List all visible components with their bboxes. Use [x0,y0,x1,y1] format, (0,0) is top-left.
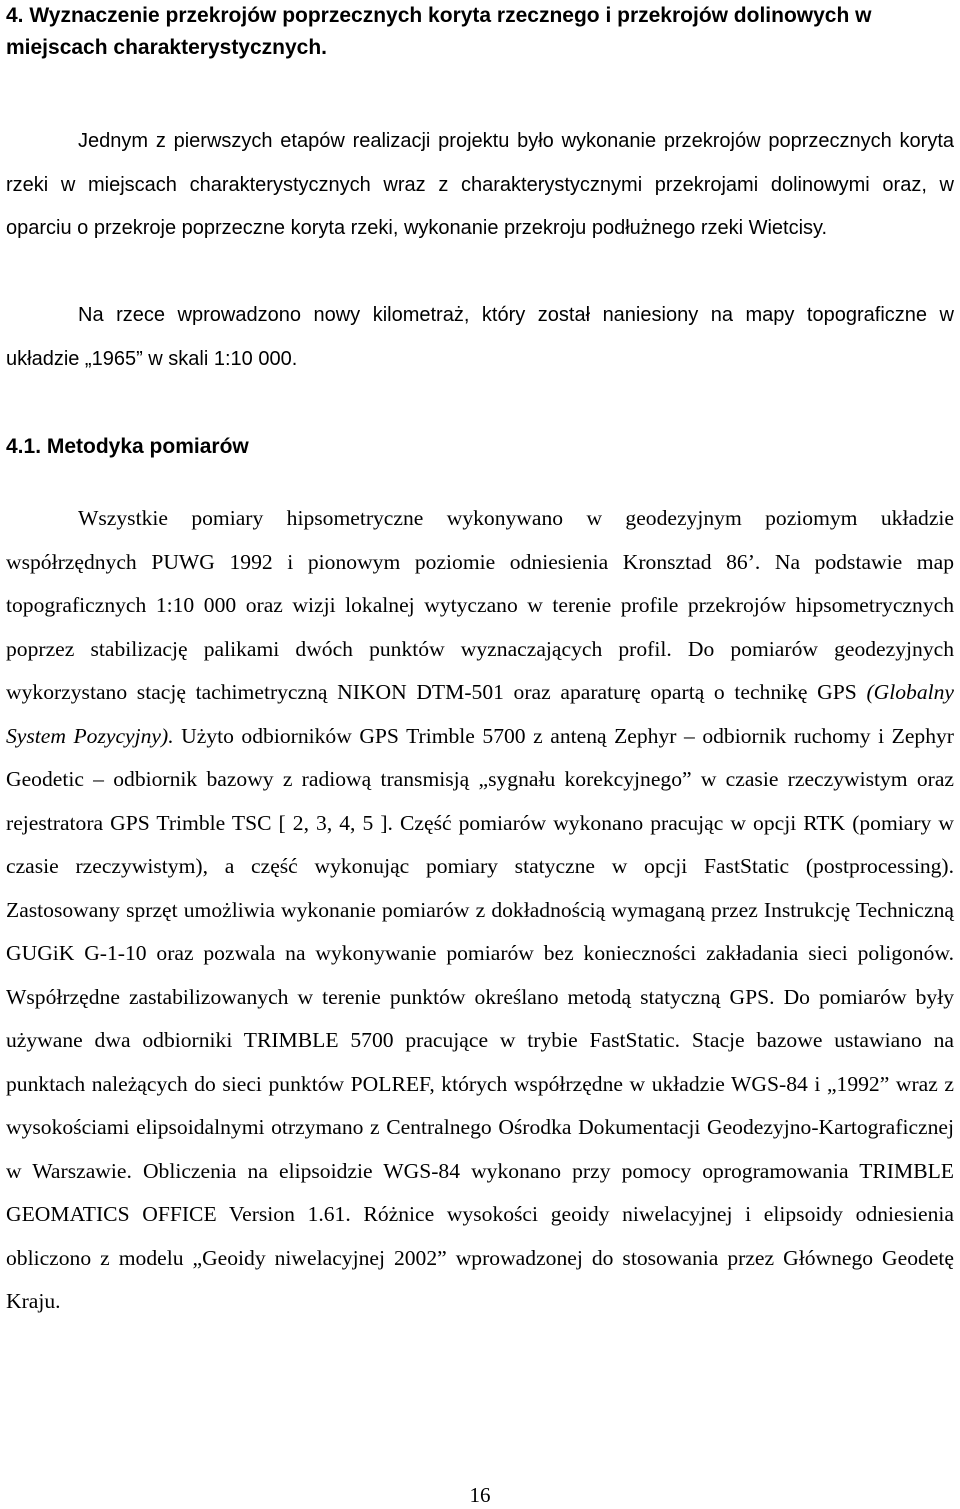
subsection-heading: 4.1. Metodyka pomiarów [6,435,249,458]
section-heading: 4. Wyznaczenie przekrojów poprzecznych koryta rzecznego i przekrojów dolinowych w miejscach charakterystycznych. [6,4,872,59]
methodology-text-part1: Wszystkie pomiary hipsometryczne wykonywano w geodezyjnym poziomym układzie współrzędnych PUWG 1992 i pionowym poziomie odniesienia Kronsztad 86’. Na podstawie map topograficznych 1:10 000 oraz wizji lokalnej wytyczano w terenie profile przekrojów hipsometrycznych poprzez stabilizację palikami dwóch punktów wyznaczających profil. Do pomiarów geodezyjnych wykorzystano stację tachimetryczną NIKON DTM-501 oraz aparaturę opartą o technikę GPS [6,506,954,704]
methodology-text-part2: Użyto odbiorników GPS Trimble 5700 z anteną Zephyr – odbiornik ruchomy i Zephyr Geodetic – odbiornik bazowy z radiową transmisją „sygnału korekcyjnego” w czasie rzeczywistym oraz rejestratora GPS Trimble TSC [ 2, 3, 4, 5 ]. Część pomiarów wykonano pracując w opcji RTK (pomiary w czasie rzeczywistym), a część wykonując pomiary statyczne w opcji FastStatic (postprocessing). Zastosowany sprzęt umożliwia wykonanie pomiarów z dokładnością wymaganą przez Instrukcję Techniczną GUGiK G-1-10 oraz pozwala na wykonywanie pomiarów bez konieczności zakładania sieci poligonów. Współrzędne zastabilizowanych w terenie punktów określano metodą statyczną GPS. Do pomiarów były używane dwa odbiorniki TRIMBLE 5700 pracujące w trybie FastStatic. Stacje bazowe ustawiano na punktach należących do sieci punktów POLREF, których współrzędne w układzie WGS-84 i „1992” wraz z wysokościami elipsoidalnymi otrzymano z Centralnego Ośrodka Dokumentacji Geodezyjno-Kartograficznej w Warszawie. Obliczenia na elipsoidzie WGS-84 wykonano przy pomocy oprogramowania TRIMBLE GEOMATICS OFFICE Version 1.61. Różnice wysokości geoidy niwelacyjnej i elipsoidy odniesienia obliczono z modelu „Geoidy niwelacyjnej 2002” wprowadzonej do stosowania przez Głównego Geodetę Kraju. [6,723,954,1313]
paragraph-kilometrage: Na rzece wprowadzono nowy kilometraż, który został naniesiony na mapy topograficzne w układzie „1965” w skali 1:10 000. [6,304,954,370]
paragraph-methodology [6,497,954,1324]
gps-italic-term: (Globalny System Pozycyjny). [6,680,954,748]
page-number: 16 [469,1483,491,1507]
paragraph-project-stages: Jednym z pierwszych etapów realizacji projektu było wykonanie przekrojów poprzecznych koryta rzeki w miejscach charakterystycznych wraz z charakterystycznymi przekrojami dolinowymi oraz, w oparciu o przekroje poprzeczne koryta rzeki, wykonanie przekroju podłużnego rzeki Wietcisy. [6,130,954,239]
